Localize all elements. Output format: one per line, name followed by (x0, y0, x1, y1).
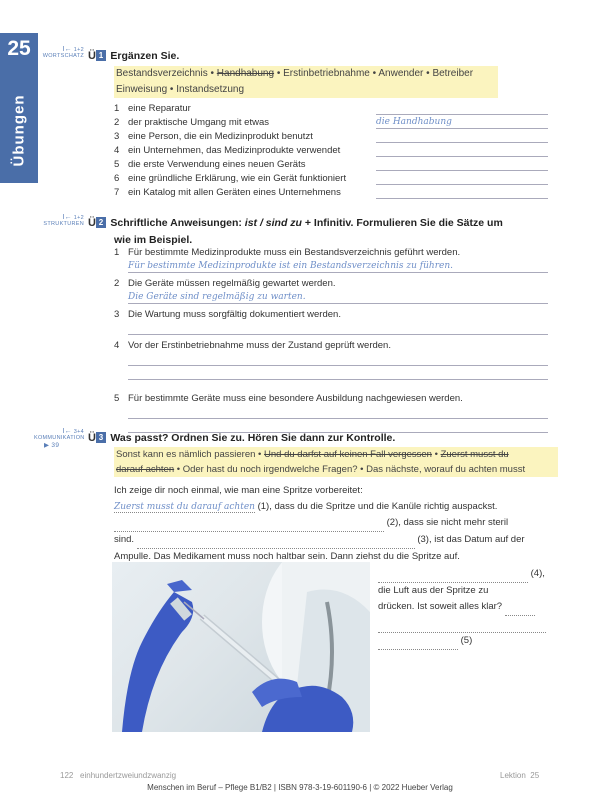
ex2-items (114, 246, 554, 445)
answer-line[interactable] (376, 102, 548, 115)
item-number: 2 (114, 117, 120, 128)
ex3-r5: die Luft aus der Spritze zu (378, 585, 489, 596)
ex3-tag (34, 428, 84, 449)
ex1-item (114, 130, 554, 144)
ex1-word: Anwender (378, 68, 424, 79)
ex3-blank-5[interactable] (378, 633, 458, 650)
ex1-item (114, 116, 554, 130)
item-number: 1 (114, 103, 120, 114)
answer-line[interactable]: Die Geräte sind regelmäßig zu warten. (128, 291, 548, 304)
ex3-phrase: darauf achten (116, 464, 175, 475)
item-number: 3 (114, 309, 120, 320)
ex3-blank-4[interactable] (378, 566, 528, 583)
ex2-title-c: + Infinitiv. Formulieren Sie die Sätze um (301, 217, 503, 229)
ex3-line3-start: sind. (114, 534, 137, 545)
item-text: Für bestimmte Medizinprodukte muss ein Bestandsverzeichnis geführt werden. (128, 247, 461, 258)
ex2-title-a: Schriftliche Anweisungen: (110, 217, 245, 229)
syringe-photo (112, 562, 370, 732)
answer-line[interactable] (376, 186, 548, 199)
ex3-number: 3 (96, 432, 106, 443)
page-word: einhundertzweiundzwanzig (80, 771, 177, 780)
ex2-item (114, 246, 554, 273)
ex2-tag-label: STRUKTUREN (43, 221, 84, 227)
syringe-illustration (112, 562, 370, 732)
item-text: ein Unternehmen, das Medizinprodukte verwendet (128, 145, 341, 156)
ex2-number: 2 (96, 217, 106, 228)
sidebar-label: Übungen (10, 94, 28, 167)
ex1-words-line2: Einweisung • Instandsetzung (116, 84, 245, 95)
item-text: eine Person, die ein Medizinprodukt benutzt (128, 131, 313, 142)
ex3-line4: Ampulle. Das Medikament muss noch haltbar sein. Dann ziehst du die Spritze auf. (114, 551, 460, 562)
ex3-line2-end: (2), dass sie nicht mehr steril (384, 517, 509, 528)
ex3-blank-5b[interactable] (378, 616, 546, 633)
ex1-item (114, 186, 554, 200)
page-number (60, 771, 176, 780)
ex3-tag-label: KOMMUNIKATION (34, 435, 85, 441)
ex3-intro: Ich zeige dir noch einmal, wie man eine Spritze vorbereitet: (114, 485, 363, 496)
ex3-phrase: Oder hast du noch irgendwelche Fragen? (182, 464, 358, 475)
ex3-u: Ü (88, 432, 96, 444)
ex2-item (114, 339, 554, 380)
ex1-steps: 1+2 (73, 47, 84, 53)
ex3-title: Was passt? Ordnen Sie zu. Hören Sie dann zur Kontrolle. (110, 432, 396, 444)
ex2-item (114, 277, 554, 304)
ex1-number: 1 (96, 50, 106, 61)
ex1-word: Bestandsverzeichnis (116, 68, 208, 79)
ex3-book-icon: I← (62, 428, 72, 435)
ex3-phrase-box (114, 447, 558, 477)
item-text: Die Geräte müssen regelmäßig gewartet werden. (128, 278, 336, 289)
ex1-word: Erstinbetriebnahme (283, 68, 370, 79)
item-number: 5 (114, 159, 120, 170)
ex3-text (114, 483, 554, 565)
ex1-title: Ergänzen Sie. (110, 50, 180, 62)
ex1-book-icon: I← (62, 46, 72, 53)
ex3-right-text (378, 566, 548, 650)
page-num: 122 (60, 771, 74, 780)
answer-line-2[interactable] (128, 366, 548, 380)
ex3-blank-5a[interactable] (505, 599, 535, 616)
item-number: 7 (114, 187, 120, 198)
ex1-heading (88, 46, 179, 64)
answer-line[interactable] (128, 322, 548, 335)
lektion-label (500, 771, 539, 780)
item-number: 3 (114, 131, 120, 142)
ex1-items (114, 102, 554, 200)
ex1-item (114, 158, 554, 172)
chapter-number: 25 (7, 37, 31, 60)
ex2-item (114, 392, 554, 433)
item-number: 6 (114, 173, 120, 184)
ex1-word-box (114, 66, 498, 98)
item-number: 5 (114, 393, 120, 404)
ex1-tag-label: WORTSCHATZ (42, 53, 84, 59)
ex2-steps: 1+2 (73, 215, 84, 221)
item-text: ein Katalog mit allen Geräten eines Unternehmens (128, 187, 341, 198)
ex3-blank-2[interactable] (114, 515, 384, 532)
ex3-heading (88, 428, 395, 446)
ex1-item (114, 102, 554, 116)
answer-line[interactable] (376, 158, 548, 171)
ex2-heading (88, 214, 548, 248)
ex3-line3-end: (3), ist das Datum auf der (414, 534, 525, 545)
ex1-item (114, 172, 554, 186)
ex2-item (114, 308, 554, 335)
item-text: eine gründliche Erklärung, wie ein Gerät funktioniert (128, 173, 347, 184)
answer-line[interactable]: die Handhabung (376, 116, 548, 129)
ex2-book-icon: I← (62, 214, 72, 221)
ex2-u: Ü (88, 217, 96, 229)
ex2-tag (40, 214, 84, 227)
answer-line[interactable] (376, 144, 548, 157)
ex3-phrase: Das nächste, worauf du achten musst (366, 464, 526, 475)
ex3-blank-3[interactable] (137, 532, 415, 549)
answer-line[interactable] (376, 172, 548, 185)
ex1-word: Einweisung (116, 84, 168, 95)
ex3-steps: 3+4 (73, 429, 84, 435)
ex2-title-d: wie im Beispiel. (114, 234, 193, 246)
answer-line[interactable] (128, 353, 548, 366)
ex3-r6: drücken. Ist soweit alles klar? (378, 601, 503, 612)
item-text: eine Reparatur (128, 103, 191, 114)
item-number: 4 (114, 340, 120, 351)
book-info: Menschen im Beruf – Pflege B1/B2 | ISBN 978-3-19-601190-6 | © 2022 Hueber Verlag (147, 783, 453, 792)
ex3-phrases-line1: Sonst kann es nämlich passieren • Und du darfst auf keinen Fall vergessen • Zuerst musst du (116, 449, 509, 460)
ex1-u: Ü (88, 50, 96, 62)
ex3-line1-rest: (1), dass du die Spritze und die Kanüle richtig auspackst. (254, 501, 498, 512)
ex3-phrase: Sonst kann es nämlich passieren (116, 449, 256, 460)
item-text: Vor der Erstinbetriebnahme muss der Zustand geprüft werden. (128, 340, 391, 351)
item-number: 2 (114, 278, 120, 289)
answer-line[interactable] (128, 406, 548, 419)
ex3-audio-track[interactable]: ▶ 39 (44, 442, 60, 449)
ex1-tag (40, 46, 84, 59)
item-text: Für bestimmte Geräte muss eine besondere Ausbildung nachgewiesen werden. (128, 393, 463, 404)
item-number: 4 (114, 145, 120, 156)
ex1-word: Instandsetzung (176, 84, 245, 95)
answer-line[interactable]: Für bestimmte Medizinprodukte ist ein Bestandsverzeichnis zu führen. (128, 260, 548, 273)
ex1-words-line1: Bestandsverzeichnis • Handhabung • Erstinbetriebnahme • Anwender • Betreiber (116, 68, 474, 79)
ex2-title-b: ist / sind zu (244, 217, 302, 229)
ex1-item (114, 144, 554, 158)
lektion-number: 25 (530, 771, 540, 780)
ex1-word: Betreiber (432, 68, 474, 79)
ex3-r4: (4), (530, 568, 545, 579)
ex3-phrases-line2: darauf achten • Oder hast du noch irgendwelche Fragen? • Das nächste, worauf du achten musst (116, 464, 526, 475)
answer-line[interactable] (376, 130, 548, 143)
ex3-r8: (5) (460, 635, 473, 646)
ex3-answer-1[interactable]: Zuerst musst du darauf achten (114, 502, 255, 512)
item-text: Die Wartung muss sorgfältig dokumentiert werden. (128, 309, 341, 320)
chapter-sidebar (0, 33, 38, 183)
item-number: 1 (114, 247, 120, 258)
item-text: die erste Verwendung eines neuen Geräts (128, 159, 306, 170)
ex3-phrase: Zuerst musst du (440, 449, 509, 460)
lektion-word: Lektion (500, 771, 526, 780)
ex1-word: Handhabung (216, 68, 275, 79)
ex3-phrase: Und du darfst auf keinen Fall vergessen (264, 449, 432, 460)
item-text: der praktische Umgang mit etwas (128, 117, 269, 128)
